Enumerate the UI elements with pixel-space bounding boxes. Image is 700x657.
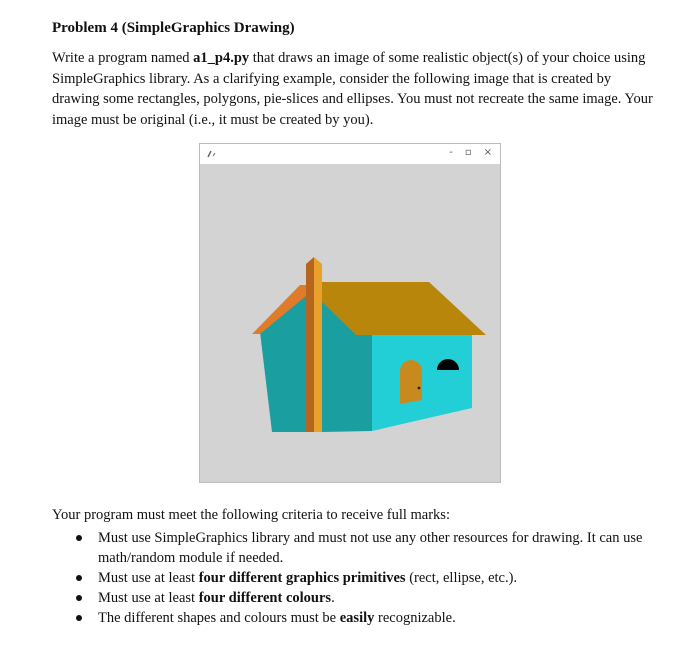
criteria-intro: Your program must meet the following criteria to receive full marks: xyxy=(52,507,450,523)
criteria-item xyxy=(52,608,662,628)
criteria-text: recognizable. xyxy=(374,610,456,626)
door xyxy=(400,360,422,404)
description-part-1: Write a program named xyxy=(52,50,194,66)
criteria-text: The different shapes and colours must be xyxy=(98,610,340,626)
criteria-item xyxy=(52,528,662,568)
criteria-item xyxy=(52,588,662,608)
minimize-button[interactable]: - xyxy=(449,147,453,158)
criteria-text: Must use SimpleGraphics library and must not use any other resources for drawing. It can use math/random module if needed. xyxy=(98,530,643,566)
window-controls xyxy=(449,147,492,158)
criteria-emphasis: four different graphics primitives xyxy=(198,570,406,586)
example-window xyxy=(199,143,501,483)
close-button[interactable]: × xyxy=(483,147,492,158)
problem-heading: Problem 4 (SimpleGraphics Drawing) xyxy=(52,20,295,36)
window-titlebar xyxy=(200,144,500,164)
problem-description xyxy=(52,48,662,130)
maximize-button[interactable]: ▫ xyxy=(464,147,472,158)
criteria-text: Must use at least xyxy=(98,570,199,586)
program-filename: a1_p4.py xyxy=(193,50,250,66)
criteria-text: . xyxy=(331,590,335,606)
criteria-emphasis: four different colours xyxy=(198,590,332,606)
chimney-light xyxy=(314,257,322,432)
chimney-dark xyxy=(306,257,314,432)
criteria-emphasis: easily xyxy=(339,610,375,626)
criteria-text: (rect, ellipse, etc.). xyxy=(405,570,518,586)
feather-icon xyxy=(206,150,222,158)
door-knob xyxy=(418,387,421,390)
criteria-text: Must use at least xyxy=(98,590,199,606)
house-drawing xyxy=(200,164,500,482)
description-part-2: that draws an image of some realistic object(s) of your choice using SimpleGraphics library. As a clarifying example, consider the following image that is created by drawing some rectangles, polygons, pie-slices and ellipses. You must not recreate the same image. Your image must be original (i.e., it must be created by you). xyxy=(52,50,653,128)
criteria-list xyxy=(52,528,662,628)
criteria-item xyxy=(52,568,662,588)
